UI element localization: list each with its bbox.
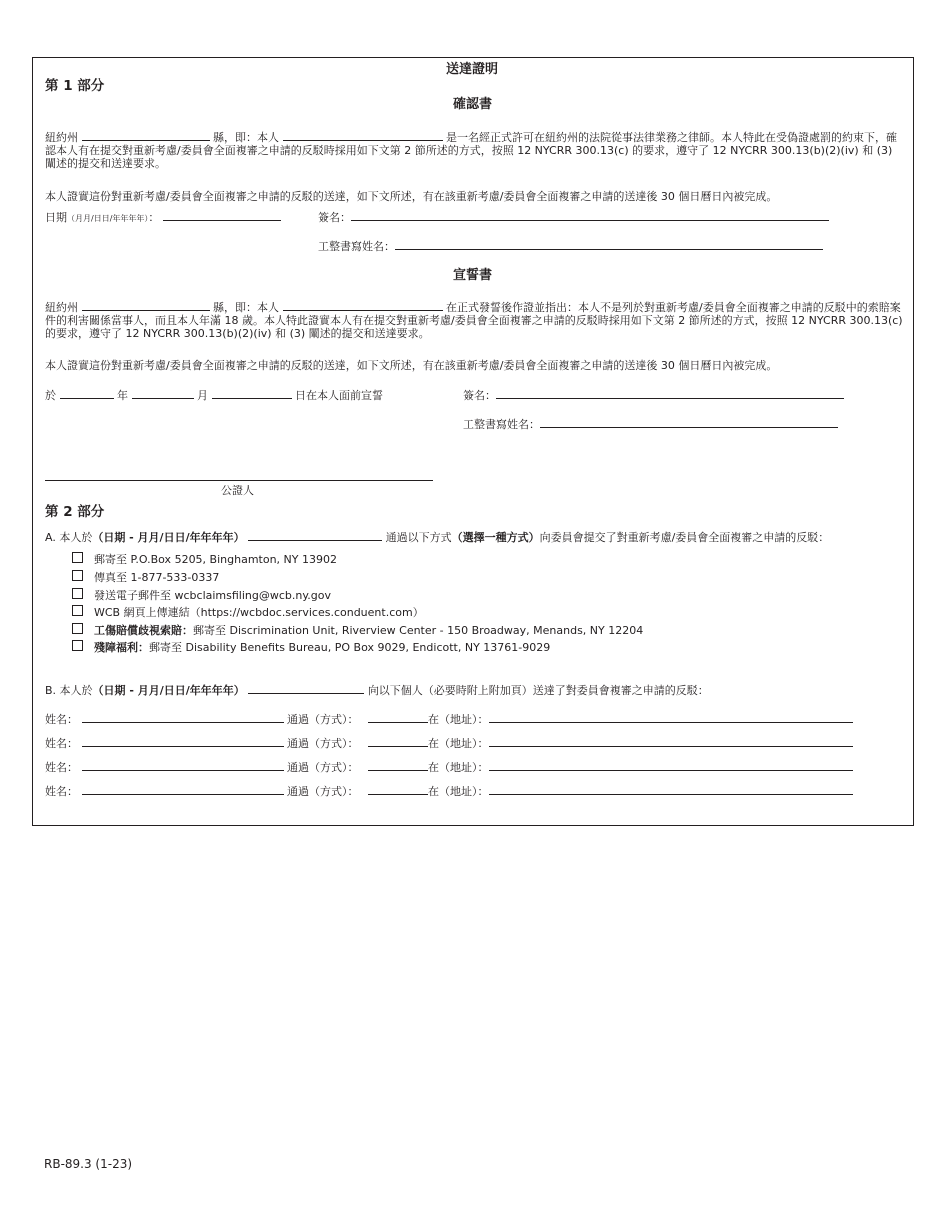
option-fax-label: 傳真至 1-877-533-0337 bbox=[94, 571, 220, 584]
notary-signature-line[interactable] bbox=[45, 480, 433, 481]
service-row: 姓名： 通過（方式）： 在（地址）： bbox=[45, 736, 853, 750]
option-upload-checkbox[interactable] bbox=[72, 605, 83, 616]
affirmation-date-field[interactable] bbox=[163, 210, 281, 221]
attorney-name-field[interactable] bbox=[283, 130, 443, 141]
service-name-field[interactable] bbox=[82, 760, 284, 771]
part-2b-date-field[interactable] bbox=[248, 683, 364, 694]
part-1-label: 第 1 部分 bbox=[45, 78, 105, 94]
affidavit-signature-row: 簽名： bbox=[463, 388, 844, 402]
form-number: RB-89.3 (1-23) bbox=[44, 1157, 133, 1171]
option-disability-checkbox[interactable] bbox=[72, 640, 83, 651]
service-address-field[interactable] bbox=[489, 736, 853, 747]
option-email-label: 發送電子郵件至 wcbclaimsfiling@wcb.ny.gov bbox=[94, 589, 332, 602]
affidavit-heading: 宣誓書 bbox=[453, 268, 493, 283]
sworn-row: 於 年 月 日在本人面前宣誓 bbox=[45, 389, 383, 402]
service-method-field[interactable] bbox=[368, 784, 428, 795]
option-disability-label: 殘障福利：郵寄至 Disability Benefits Bureau, PO Box 9029, Endicott, NY 13761-9029 bbox=[94, 641, 551, 654]
affirmation-paragraph-1: 紐約州 縣，即：本人 是一名經正式許可在紐約州的法院從事法律業務之律師。本人特此在受偽證處罰的約束下，確認本人有在提交對重新考慮/委員會全面複審之申請的反駁時採用如下文第 2 節所述的方式，按照 12 NYCRR 300.13(c) 的要求，遵守了 12 NYCRR 300.13(b)(2)(iv) 和 (3) 闡述的提交和送達要求。 bbox=[45, 131, 897, 170]
affirmation-heading: 確認書 bbox=[453, 97, 493, 112]
affidavit-printed-name-field[interactable] bbox=[540, 417, 838, 428]
option-discrimination-label: 工傷賠償歧視索賠：郵寄至 Discrimination Unit, Riverview Center - 150 Broadway, Menands, NY 12204 bbox=[94, 624, 644, 637]
service-address-field[interactable] bbox=[489, 784, 853, 795]
service-row: 姓名： 通過（方式）： 在（地址）： bbox=[45, 784, 853, 798]
affidavit-printed-name-row: 工整書寫姓名： bbox=[463, 417, 838, 431]
affidavit-paragraph-1: 紐約州 縣，即：本人 在正式發誓後作證並指出：本人不是列於對重新考慮/委員會全面複審之申請的反駁中的索賠案件的利害關係當事人，而且本人年滿 18 歲。本人特此證實本人有在提交對重新考慮/委員會全面複審之申請的反駁時採用如下文第 2 節所述的方式，按照 12 NYCRR 300.13(c) 的要求，遵守了 12 NYCRR 300.13(b)(2)(iv) 和 (3) 闡述的提交和送達要求。 bbox=[45, 301, 903, 340]
affirmation-printed-name-field[interactable] bbox=[395, 239, 823, 250]
affidavit-signature-field[interactable] bbox=[496, 388, 844, 399]
option-discrimination-checkbox[interactable] bbox=[72, 623, 83, 634]
option-upload-label: WCB 網頁上傳連結（https://wcbdoc.services.conduent.com） bbox=[94, 606, 424, 619]
sworn-month-field[interactable] bbox=[132, 388, 194, 399]
service-method-field[interactable] bbox=[368, 760, 428, 771]
service-row: 姓名： 通過（方式）： 在（地址）： bbox=[45, 760, 853, 774]
service-address-field[interactable] bbox=[489, 760, 853, 771]
form-frame bbox=[32, 57, 914, 826]
affirmation-printed-name-row: 工整書寫姓名： bbox=[318, 239, 823, 253]
service-name-field[interactable] bbox=[82, 784, 284, 795]
sworn-year-field[interactable] bbox=[60, 388, 114, 399]
service-row: 姓名： 通過（方式）： 在（地址）： bbox=[45, 712, 853, 726]
option-mail-checkbox[interactable] bbox=[72, 552, 83, 563]
service-method-field[interactable] bbox=[368, 712, 428, 723]
affirmation-paragraph-2: 本人證實這份對重新考慮/委員會全面複審之申請的反駁的送達，如下文所述，有在該重新考慮/委員會全面複審之申請的送達後 30 個日曆日內被完成。 bbox=[45, 190, 778, 203]
part-2a-date-field[interactable] bbox=[248, 530, 382, 541]
affidavit-county-field[interactable] bbox=[82, 300, 210, 311]
affidavit-paragraph-2: 本人證實這份對重新考慮/委員會全面複審之申請的反駁的送達，如下文所述，有在該重新考慮/委員會全面複審之申請的送達後 30 個日曆日內被完成。 bbox=[45, 359, 778, 372]
sworn-day-field[interactable] bbox=[212, 388, 292, 399]
service-name-field[interactable] bbox=[82, 712, 284, 723]
form-title: 送達證明 bbox=[446, 62, 499, 77]
notary-label: 公證人 bbox=[221, 484, 254, 497]
affirmation-signature-field[interactable] bbox=[351, 210, 829, 221]
part-2b-statement: B. 本人於（日期 - 月月/日日/年年年年） 向以下個人（必要時附上附加頁）送達了對委員會複審之申請的反駁： bbox=[45, 684, 709, 697]
affirmation-signature-row: 簽名： bbox=[318, 210, 829, 224]
service-method-field[interactable] bbox=[368, 736, 428, 747]
part-2-label: 第 2 部分 bbox=[45, 504, 105, 520]
affiant-name-field[interactable] bbox=[283, 300, 443, 311]
part-2a-statement: A. 本人於（日期 - 月月/日日/年年年年） 通過以下方式（選擇一種方式）向委員會提交了對重新考慮/委員會全面複審之申請的反駁： bbox=[45, 531, 830, 544]
option-fax-checkbox[interactable] bbox=[72, 570, 83, 581]
affirmation-date-row: 日期（月月/日日/年年年年）： bbox=[45, 210, 281, 225]
service-name-field[interactable] bbox=[82, 736, 284, 747]
option-email-checkbox[interactable] bbox=[72, 588, 83, 599]
service-address-field[interactable] bbox=[489, 712, 853, 723]
county-field[interactable] bbox=[82, 130, 210, 141]
option-mail-label: 郵寄至 P.O.Box 5205, Binghamton, NY 13902 bbox=[94, 553, 337, 566]
